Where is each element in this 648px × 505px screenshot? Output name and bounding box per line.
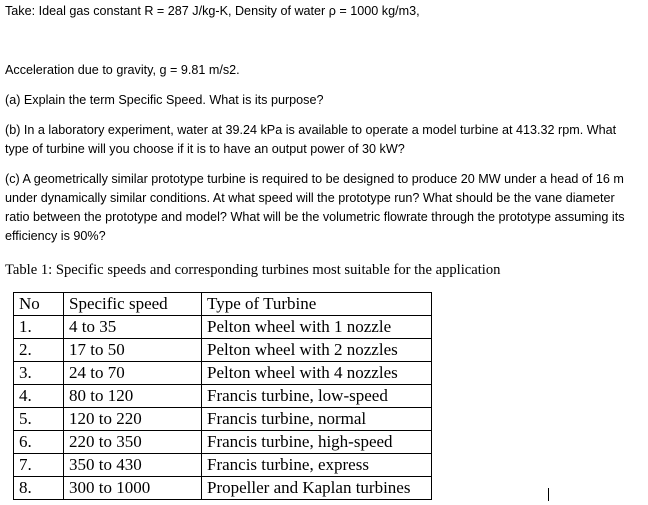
row-number: 6. [14, 431, 64, 454]
row-number: 8. [14, 477, 64, 500]
row-turbine-type: Pelton wheel with 4 nozzles [202, 362, 432, 385]
header-specific-speed: Specific speed [64, 293, 202, 316]
row-specific-speed: 120 to 220 [64, 408, 202, 431]
row-specific-speed: 220 to 350 [64, 431, 202, 454]
row-number: 3. [14, 362, 64, 385]
row-specific-speed: 4 to 35 [64, 316, 202, 339]
table-row [14, 431, 432, 454]
turbine-table [13, 292, 432, 500]
table-row [14, 385, 432, 408]
row-number: 2. [14, 339, 64, 362]
table-row [14, 408, 432, 431]
table-row [14, 477, 432, 500]
table-row [14, 339, 432, 362]
row-number: 7. [14, 454, 64, 477]
given-constants: Take: Ideal gas constant R = 287 J/kg-K, Density of water ρ = 1000 kg/m3, [5, 4, 420, 18]
header-no: No [14, 293, 64, 316]
question-a: (a) Explain the term Specific Speed. What is its purpose? [5, 93, 324, 107]
row-turbine-type: Francis turbine, low-speed [202, 385, 432, 408]
question-c: (c) A geometrically similar prototype turbine is required to be designed to produce 20 MW under a head of 16 m under dynamically similar conditions. At what speed will the prototype run? What should be the vane diameter ratio between the prototype and model? What will be the volumetric flowrate through the prototype assuming its efficiency is 90%? [5, 172, 625, 243]
header-turbine-type: Type of Turbine [202, 293, 432, 316]
row-specific-speed: 300 to 1000 [64, 477, 202, 500]
question-b: (b) In a laboratory experiment, water at 39.24 kPa is available to operate a model turbine at 413.32 rpm. What type of turbine will you choose if it is to have an output power of 30 kW? [5, 123, 617, 156]
table-caption: Table 1: Specific speeds and corresponding turbines most suitable for the application [5, 262, 501, 278]
row-turbine-type: Propeller and Kaplan turbines [202, 477, 432, 500]
row-turbine-type: Pelton wheel with 2 nozzles [202, 339, 432, 362]
row-turbine-type: Pelton wheel with 1 nozzle [202, 316, 432, 339]
gravity-statement: Acceleration due to gravity, g = 9.81 m/s2. [5, 63, 240, 77]
row-turbine-type: Francis turbine, high-speed [202, 431, 432, 454]
table-header-row [14, 293, 432, 316]
table-row [14, 316, 432, 339]
table-row [14, 454, 432, 477]
row-turbine-type: Francis turbine, express [202, 454, 432, 477]
table-row [14, 362, 432, 385]
row-specific-speed: 17 to 50 [64, 339, 202, 362]
row-number: 1. [14, 316, 64, 339]
row-number: 5. [14, 408, 64, 431]
row-specific-speed: 80 to 120 [64, 385, 202, 408]
row-specific-speed: 350 to 430 [64, 454, 202, 477]
row-turbine-type: Francis turbine, normal [202, 408, 432, 431]
text-cursor [548, 488, 549, 501]
row-specific-speed: 24 to 70 [64, 362, 202, 385]
row-number: 4. [14, 385, 64, 408]
